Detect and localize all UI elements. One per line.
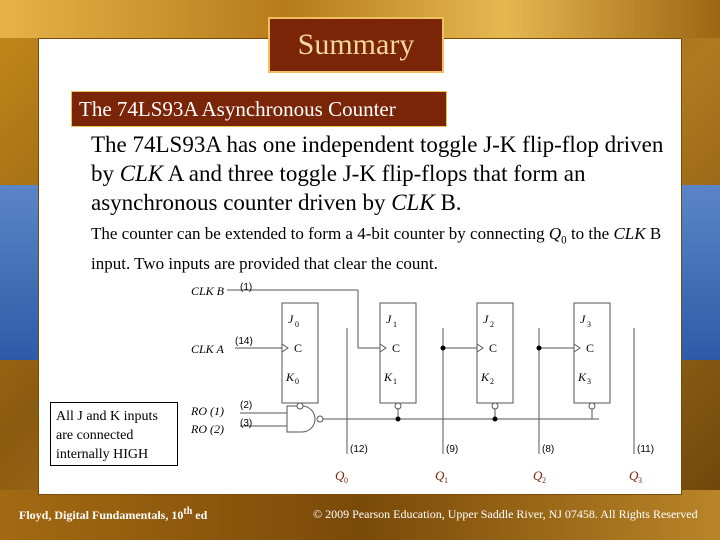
secondary-paragraph bbox=[91, 222, 671, 276]
ff1-j-sub: 1 bbox=[393, 320, 397, 329]
slide-subtitle: The 74LS93A Asynchronous Counter bbox=[79, 96, 396, 121]
ff2-c: C bbox=[489, 341, 498, 355]
pin-q1: (9) bbox=[446, 444, 459, 455]
output-q2-sub: 2 bbox=[542, 476, 546, 485]
ff3-j: J bbox=[580, 312, 586, 326]
ff0-j-sub: 0 bbox=[295, 320, 299, 329]
ff3-c: C bbox=[586, 341, 595, 355]
para1-text-3: B. bbox=[434, 190, 462, 215]
output-q3: Q bbox=[629, 468, 639, 483]
para2-clk: CLK bbox=[613, 224, 646, 243]
ff0-j: J bbox=[288, 312, 294, 326]
ff1-c: C bbox=[392, 341, 401, 355]
background-left-band bbox=[0, 185, 40, 360]
para2-text-3: B input. Two inputs are provided that clear the count. bbox=[91, 224, 662, 274]
ff0-c: C bbox=[294, 341, 303, 355]
footer-left-tail: ed bbox=[192, 508, 208, 522]
ff1-j: J bbox=[386, 312, 392, 326]
output-q3-sub: 3 bbox=[638, 476, 642, 485]
para2-q0: Q bbox=[548, 224, 562, 243]
pin-q3: (11) bbox=[637, 444, 655, 455]
ff3-k-sub: 3 bbox=[587, 377, 591, 386]
ff2-k-sub: 2 bbox=[490, 377, 494, 386]
title-box bbox=[268, 17, 444, 73]
counter-circuit-diagram bbox=[185, 278, 665, 488]
para1-text-2: A and three toggle J-K flip-flops that form an asynchronous counter driven by bbox=[91, 161, 586, 215]
para2-text-1: The counter can be extended to form a 4-bit counter by connecting bbox=[91, 224, 549, 243]
output-q0: Q bbox=[335, 468, 345, 483]
footer-left bbox=[19, 506, 207, 523]
output-q2: Q bbox=[533, 468, 543, 483]
clka-label: CLK A bbox=[191, 342, 224, 356]
subtitle-box bbox=[71, 91, 447, 127]
ff1-k: K bbox=[384, 370, 393, 384]
clkb-label: CLK B bbox=[191, 284, 225, 298]
pin-clkb: (1) bbox=[240, 282, 253, 293]
pin-q0: (12) bbox=[350, 444, 368, 455]
pin-ro2: (3) bbox=[240, 418, 253, 429]
main-paragraph bbox=[91, 130, 676, 217]
output-q1-sub: 1 bbox=[444, 476, 448, 485]
footer-left-sup: th bbox=[183, 506, 193, 517]
output-q1: Q bbox=[435, 468, 445, 483]
ro1-label: RO (1) bbox=[191, 404, 224, 418]
ro2-label: RO (2) bbox=[191, 422, 224, 436]
ff1-k-sub: 1 bbox=[393, 377, 397, 386]
ff3-j-sub: 3 bbox=[587, 320, 591, 329]
note-box bbox=[50, 402, 178, 466]
footer-right: © 2009 Pearson Education, Upper Saddle River, NJ 07458. All Rights Reserved bbox=[313, 507, 698, 521]
para1-clk-b: CLK bbox=[391, 190, 435, 215]
para1-text-1: The 74LS93A has one independent toggle J-K flip-flop driven by bbox=[91, 132, 664, 186]
ff0-k: K bbox=[286, 370, 295, 384]
ff3-k: K bbox=[578, 370, 587, 384]
ff2-j: J bbox=[483, 312, 489, 326]
pin-clka: (14) bbox=[235, 336, 253, 347]
ff0-k-sub: 0 bbox=[295, 377, 299, 386]
slide-title: Summary bbox=[297, 28, 415, 61]
footer-left-text: Floyd, Digital Fundamentals, 10 bbox=[19, 508, 184, 522]
para1-clk-a: CLK bbox=[119, 161, 164, 186]
para2-q0-sub: 0 bbox=[561, 234, 567, 247]
para2-text-2: to the bbox=[566, 224, 614, 243]
pin-q2: (8) bbox=[542, 444, 555, 455]
background-right-band bbox=[680, 185, 720, 360]
note-text: All J and K inputs are connected internally HIGH bbox=[56, 409, 158, 462]
output-q0-sub: 0 bbox=[344, 476, 348, 485]
ff2-j-sub: 2 bbox=[490, 320, 494, 329]
pin-ro1: (2) bbox=[240, 400, 253, 411]
ff2-k: K bbox=[481, 370, 490, 384]
